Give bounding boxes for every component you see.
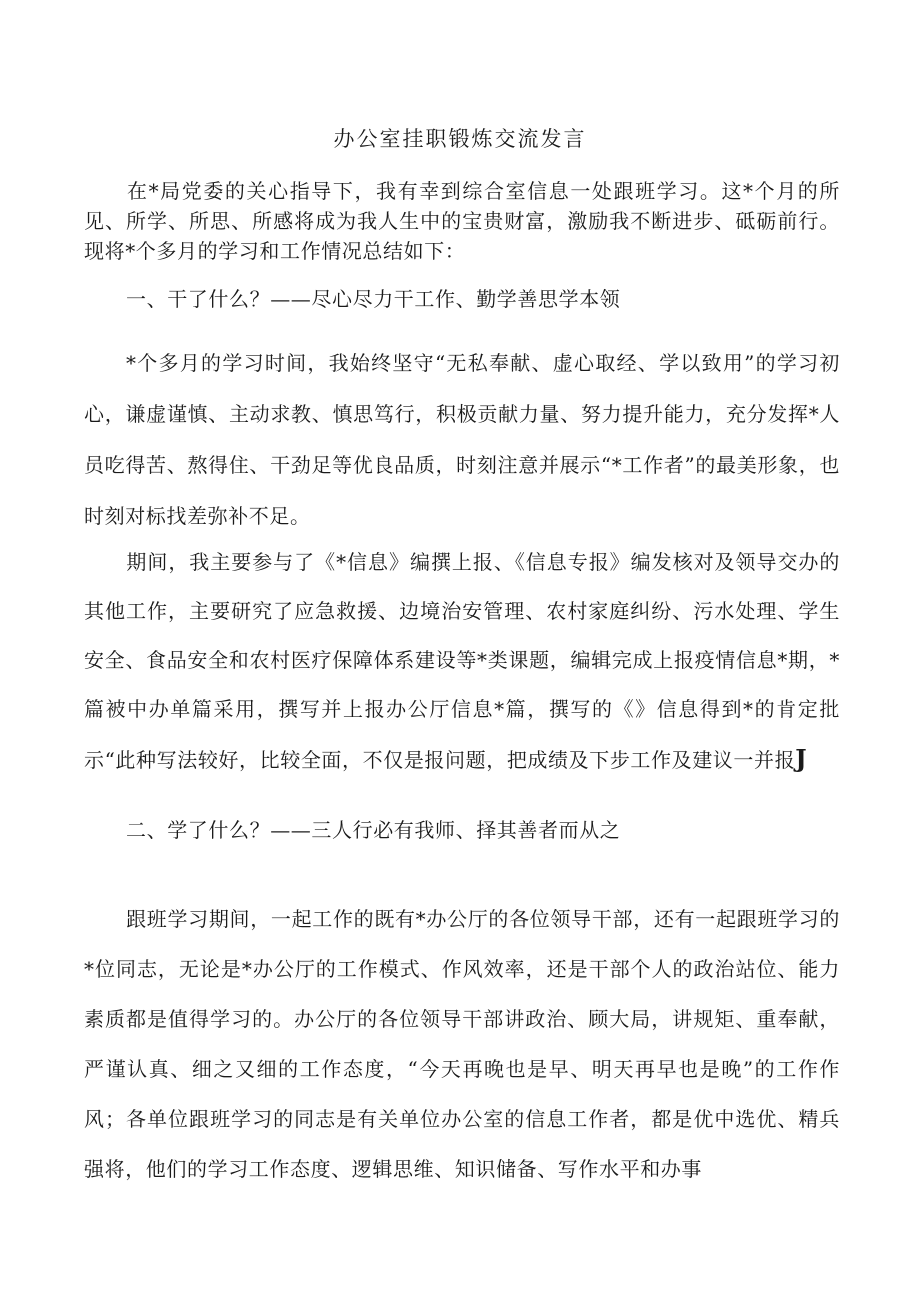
intro-paragraph	[84, 176, 840, 266]
paragraph-2-tail: J	[795, 744, 808, 773]
paragraph-1	[84, 338, 840, 542]
paragraph-2	[84, 538, 840, 785]
intro-text: 在*局党委的关心指导下，我有幸到综合室信息一处跟班学习。这*个月的所见、所学、所思、所感将成为我人生中的宝贵财富，激励我不断进步、砥砺前行。现将*个多月的学习和工作情况总结如下：	[84, 179, 840, 263]
document-title: 办公室挂职锻炼交流发言	[333, 127, 587, 151]
paragraph-2-text: 期间，我主要参与了《*信息》编撰上报、《信息专报》编发核对及领导交办的其他工作，主要研究了应急救援、边境治安管理、农村家庭纠纷、污水处理、学生安全、食品安全和农村医疗保障体系建设等*类课题，编辑完成上报疫情信息*期，*篇被中办单篇采用，撰写并上报办公厅信息*篇，撰写的《》信息得到*的肯定批示“此种写法较好，比较全面，不仅是报问题，把成绩及下步工作及建议一并报	[84, 550, 840, 772]
section-2-heading: 二、学了什么？——三人行必有我师、择其善者而从之	[126, 818, 621, 842]
paragraph-3-text: 跟班学习期间，一起工作的既有*办公厅的各位领导干部，还有一起跟班学习的*位同志，无论是*办公厅的工作模式、作风效率，还是干部个人的政治站位、能力素质都是值得学习的。办公厅的各位领导干部讲政治、顾大局，讲规矩、重奉献，严谨认真、细之又细的工作态度，“今天再晚也是早、明天再早也是晚”的工作作风；各单位跟班学习的同志是有关单位办公室的信息工作者，都是优中选优、精兵强将，他们的学习工作态度、逻辑思维、知识储备、写作水平和办事	[84, 907, 840, 1181]
section-1-heading: 一、干了什么？——尽心尽力干工作、勤学善思学本领	[126, 287, 621, 311]
paragraph-1-text: *个多月的学习时间，我始终坚守“无私奉献、虚心取经、学以致用”的学习初心，谦虚谨慎、主动求教、慎思笃行，积极贡献力量、努力提升能力，充分发挥*人员吃得苦、熬得住、干劲足等优良品质，时刻注意并展示“*工作者”的最美形象，也时刻对标找差弥补不足。	[84, 351, 840, 528]
paragraph-3	[84, 894, 840, 1194]
